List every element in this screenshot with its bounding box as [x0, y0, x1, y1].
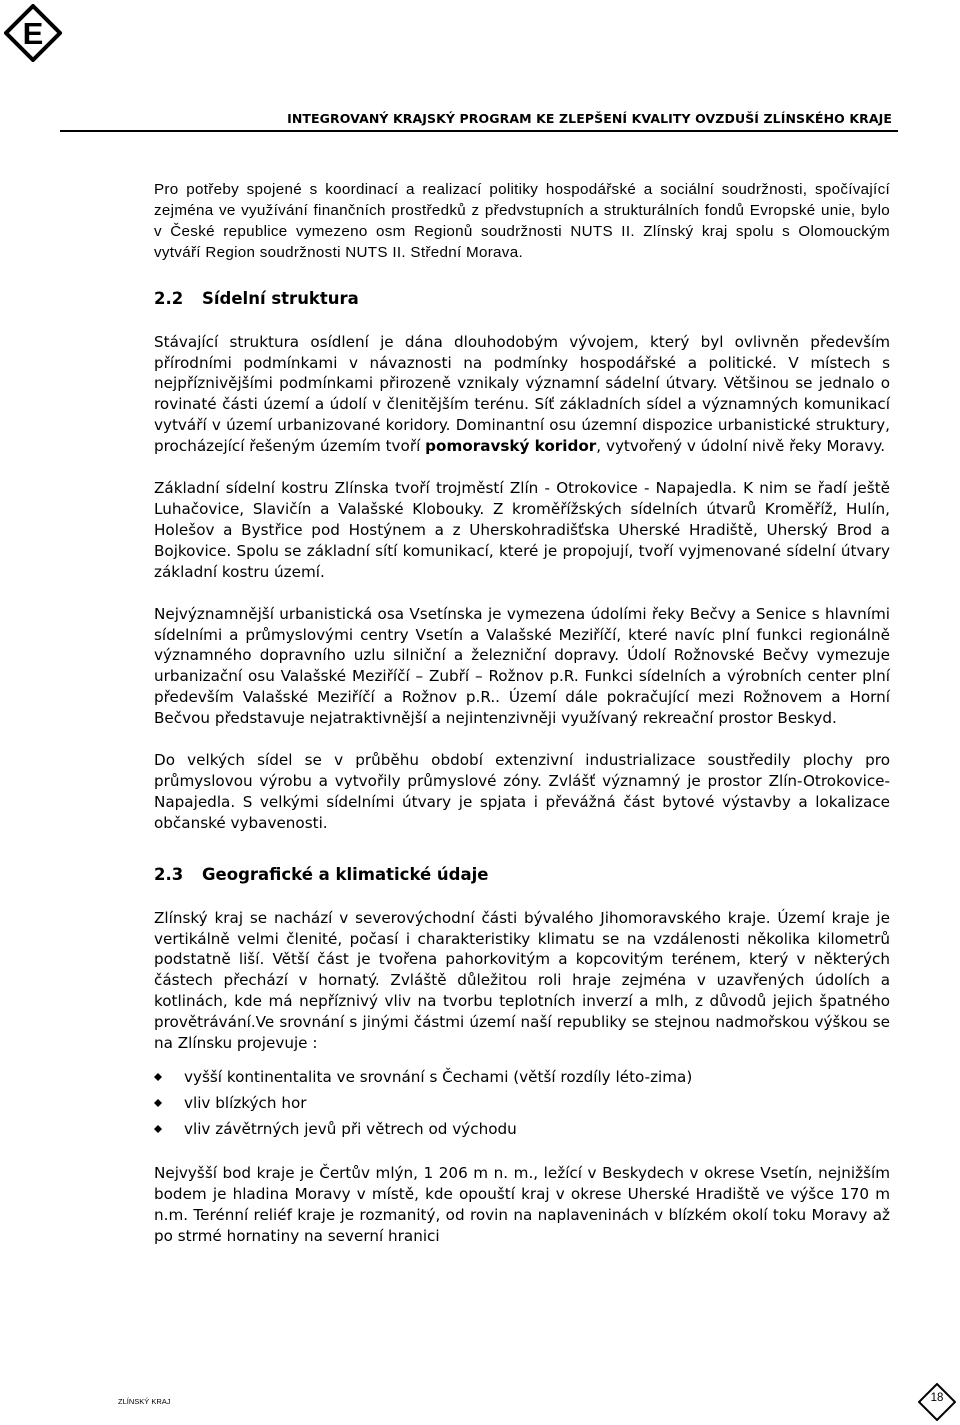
document-body [154, 180, 890, 1247]
diamond-bullet-icon [154, 1125, 162, 1133]
list-item-text: vliv závětrných jevů při větrech od východu [184, 1120, 517, 1138]
list-item [154, 1116, 890, 1142]
footer-region-label: ZLÍNSKÝ KRAJ [118, 1397, 171, 1406]
paragraph-text: , vytvořený v údolní nivě řeky Moravy. [596, 437, 886, 456]
header-rule [60, 130, 898, 132]
section-number: 2.2 [154, 288, 184, 308]
logo-e-icon [4, 4, 62, 62]
paragraph [154, 332, 890, 457]
list-item [154, 1090, 890, 1116]
paragraph: Do velkých sídel se v průběhu období extenzivní industrializace soustředily plochy pro průmyslovou výrobu a vytvořily průmyslové zóny. Zvlášť významný je prostor Zlín-Otrokovice-Napajedla. S velkými sídelními útvary je spjata i převážná část bytové výstavby a lokalizace občanské vybavenosti. [154, 751, 890, 832]
section-title: Geografické a klimatické údaje [202, 864, 489, 884]
section-heading-2-2 [154, 288, 890, 310]
diamond-bullet-icon [154, 1099, 162, 1107]
paragraph-text: Stávající struktura osídlení je dána dlouhodobým vývojem, který byl ovlivněn především přírodními podmínkami v návaznosti na podmínky hospodářské a politické. V místech s nejpříznivějšími podmínkami přirozeně vznikaly významní sádelní útvary. Většinou se jednalo o rovinaté části území a údolí v členitějším terénu. Síť základních sídel a významných komunikací vytváří v území urbanizované koridory. Dominantní osu územní dispozice urbanistické struktury, procházející řešeným územím tvoří [154, 332, 890, 456]
bullet-list [154, 1064, 890, 1142]
page-number: 18 [930, 1392, 944, 1404]
bold-term: pomoravský koridor [425, 437, 597, 456]
section-title: Sídelní struktura [202, 288, 359, 308]
diamond-bullet-icon [154, 1073, 162, 1081]
section-number: 2.3 [154, 864, 184, 884]
page-number-badge [918, 1383, 956, 1421]
paragraph: Zlínský kraj se nachází v severovýchodní části bývalého Jihomoravského kraje. Území kraje je vertikálně velmi členité, počasí i charakteristiky klimatu se na vzdálenosti několika kilometrů podstatně liší. Větší část je tvořena pahorkovitým a kopcovitým terénem, který v některých částech přechází v hornatý. Zvláště důležitou roli hraje zejména v uzavřených údolích a kotlinách, kde má nepříznivý vliv na tvorbu teplotních inverzí a mlh, z důvodů jejich špatného provětrávání.Ve srovnání s jinými částmi území naší republiky se stejnou nadmořskou výškou se na Zlínsku projevuje : [154, 908, 890, 1053]
running-title: INTEGROVANÝ KRAJSKÝ PROGRAM KE ZLEPŠENÍ KVALITY OVZDUŠÍ ZLÍNSKÉHO KRAJE [287, 111, 892, 126]
logo-letter: E [22, 16, 44, 51]
paragraph: Nejvýznamnější urbanistická osa Vsetínska je vymezena údolími řeky Bečvy a Senice s hlavními sídelními a průmyslovými centry Vsetín a Valašské Meziříčí, které navíc plní funkci regionálně významného dopravního uzlu silniční a železniční dopravy. Údolí Rožnovské Bečvy vymezuje urbanizační osu Valašské Meziříčí – Zubří – Rožnov p.R. Funkci sídelních a výrobních center plní především Valašské Meziříčí a Rožnov p.R.. Území dále pokračující mezi Rožnovem a Horní Bečvou představuje nejatraktivnější a nejintenzivněji využívaný rekreační prostor Beskyd. [154, 604, 890, 728]
paragraph: Základní sídelní kostru Zlínska tvoří trojměstí Zlín - Otrokovice - Napajedla. K nim se řadí ještě Luhačovice, Slavičín a Valašské Klobouky. Z kroměřížských sídelních útvarů Kroměříž, Hulín, Holešov a Bystřice pod Hostýnem a z Uherskohradišťska Uherské Hradiště, Uherský Brod a Bojkovice. Spolu se základní sítí komunikací, které je propojují, tvoří vyjmenované sídelní útvary základní kostru území. [154, 479, 890, 581]
paragraph: Nejvyšší bod kraje je Čertův mlýn, 1 206 m n. m., ležící v Beskydech v okrese Vsetín, nejnižším bodem je hladina Moravy v místě, kde opouští kraj v okrese Uherské Hradiště ve výšce 170 m n.m. Terénní reliéf kraje je rozmanitý, od rovin na naplaveninách v blízkém okolí toku Moravy až po strmé hornatiny na severní hranici [154, 1164, 890, 1245]
section-heading-2-3 [154, 864, 890, 886]
list-item [154, 1064, 890, 1090]
list-item-text: vliv blízkých hor [184, 1094, 307, 1112]
list-item-text: vyšší kontinentalita ve srovnání s Čechami (větší rozdíly léto-zima) [184, 1068, 693, 1086]
intro-paragraph: Pro potřeby spojené s koordinací a realizací politiky hospodářské a sociální soudržnosti, spočívající zejména ve využívání finančních prostředků z předvstupních a strukturálních fondů Evropské unie, bylo v České republice vymezeno osm Regionů soudržnosti NUTS II. Zlínský kraj spolu s Olomouckým vytváří Region soudržnosti NUTS II. Střední Morava. [154, 181, 890, 261]
